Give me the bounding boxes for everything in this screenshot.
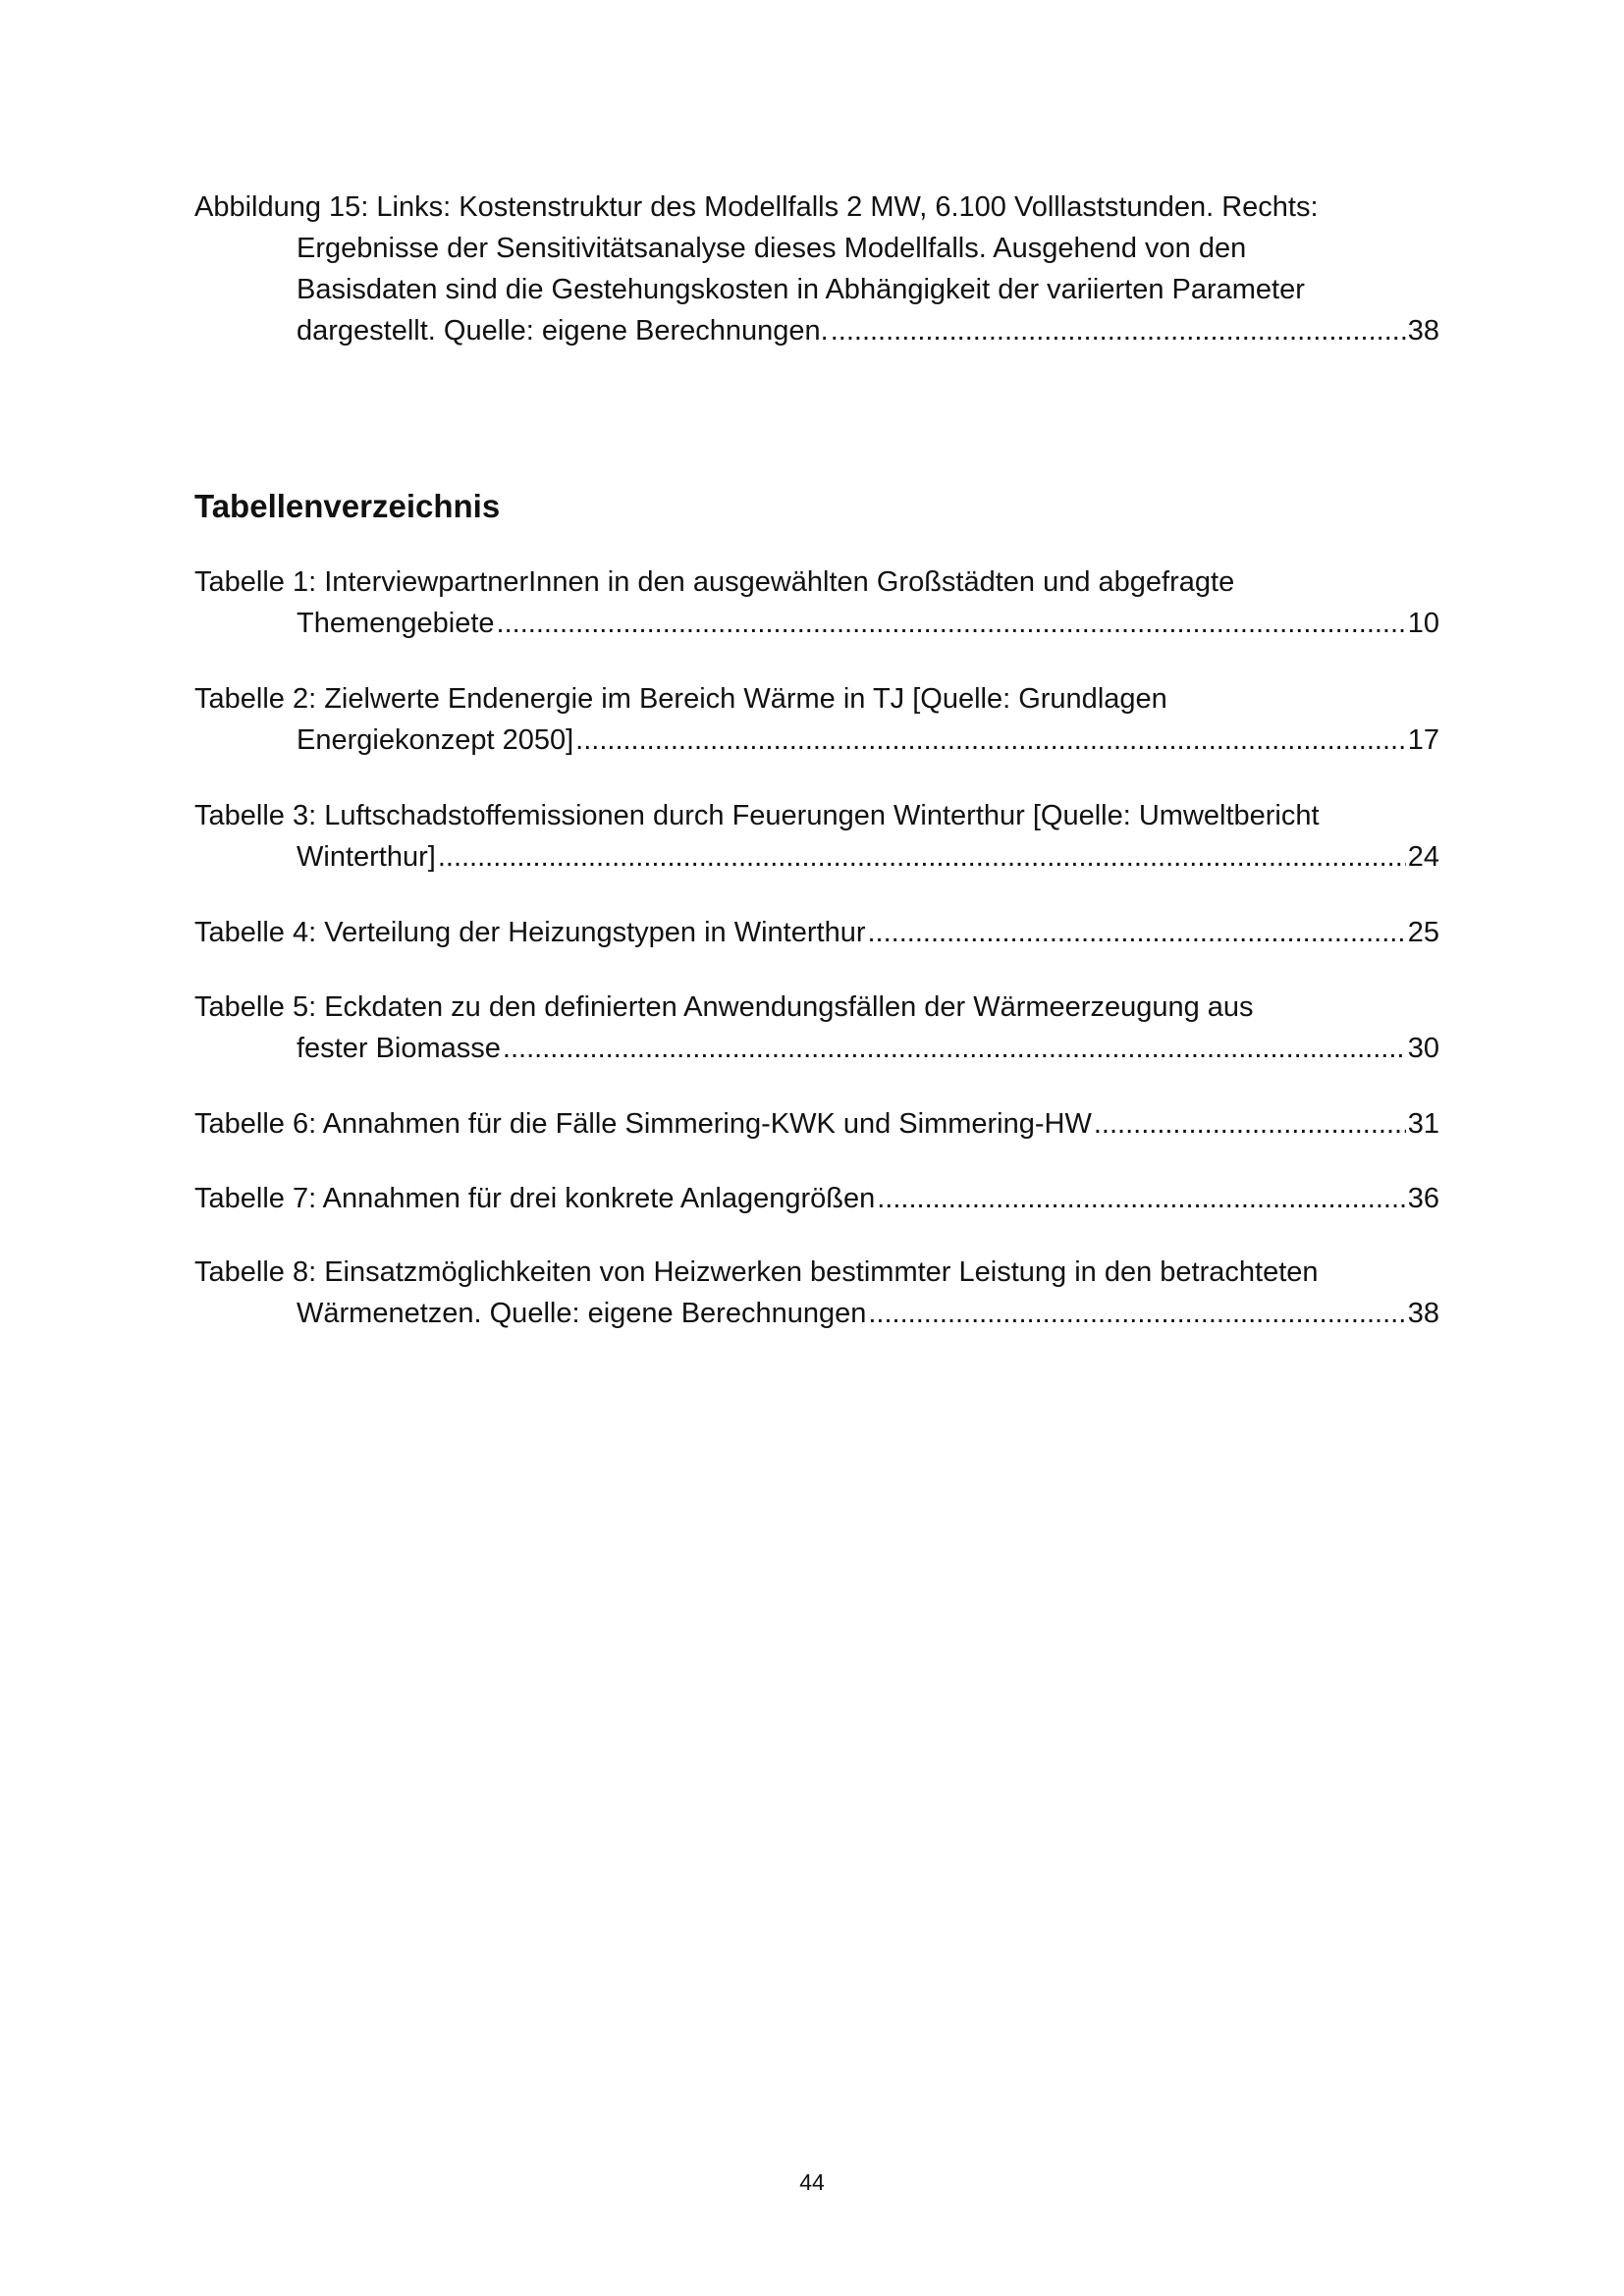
entry-text: Wärmenetzen. Quelle: eigene Berechnungen bbox=[297, 1298, 867, 1329]
table-entry-6[interactable] bbox=[194, 1103, 1439, 1145]
figure-entry-15[interactable] bbox=[194, 187, 1439, 351]
entry-text: fester Biomasse bbox=[297, 1033, 501, 1064]
entry-line: Ergebnisse der Sensitivitätsanalyse dieses Modellfalls. Ausgehend von den bbox=[297, 233, 1247, 264]
table-entry-7[interactable] bbox=[194, 1178, 1439, 1219]
page-ref: 24 bbox=[1407, 841, 1439, 873]
entry-text: Tabelle 6: Annahmen für die Fälle Simmering-KWK und Simmering-HW bbox=[194, 1108, 1092, 1140]
page-ref: 31 bbox=[1407, 1108, 1439, 1140]
table-entry-1[interactable] bbox=[194, 561, 1439, 644]
entry-line: Basisdaten sind die Gestehungskosten in Abhängigkeit der variierten Parameter bbox=[297, 274, 1305, 305]
entry-text: Winterthur] bbox=[297, 841, 436, 873]
dot-leader bbox=[438, 836, 1406, 878]
page-ref: 38 bbox=[1407, 1298, 1439, 1329]
entry-text: Tabelle 7: Annahmen für drei konkrete Anlagengrößen bbox=[194, 1183, 876, 1214]
dot-leader bbox=[877, 1178, 1405, 1219]
page-ref: 36 bbox=[1407, 1183, 1439, 1214]
page-ref: 17 bbox=[1407, 724, 1439, 756]
entry-line: Tabelle 3: Luftschadstoffemissionen durch Feuerungen Winterthur [Quelle: Umweltbericht bbox=[194, 800, 1320, 831]
page-number: 44 bbox=[799, 2169, 825, 2195]
page-ref: 10 bbox=[1407, 608, 1439, 639]
entry-last-line bbox=[194, 603, 1439, 644]
dot-leader bbox=[575, 720, 1406, 761]
entry-text: dargestellt. Quelle: eigene Berechnungen. bbox=[297, 315, 829, 347]
entry-line: Abbildung 15: Links: Kostenstruktur des Modellfalls 2 MW, 6.100 Volllaststunden. Rechts: bbox=[194, 191, 1319, 223]
page-ref: 30 bbox=[1407, 1033, 1439, 1064]
entry-last-line bbox=[194, 1178, 1439, 1219]
page-ref: 38 bbox=[1407, 315, 1439, 347]
entry-last-line bbox=[194, 912, 1439, 953]
table-entry-4[interactable] bbox=[194, 912, 1439, 953]
dot-leader bbox=[503, 1028, 1406, 1069]
entry-line: Tabelle 1: InterviewpartnerInnen in den ausgewählten Großstädten und abgefragte bbox=[194, 566, 1235, 598]
entry-text: Themengebiete bbox=[297, 608, 495, 639]
dot-leader bbox=[497, 603, 1406, 644]
entry-last-line bbox=[194, 720, 1439, 761]
entry-last-line bbox=[194, 836, 1439, 878]
section-heading: Tabellenverzeichnis bbox=[194, 488, 501, 524]
entry-last-line bbox=[194, 1103, 1439, 1145]
entry-text: Tabelle 4: Verteilung der Heizungstypen in Winterthur bbox=[194, 917, 866, 948]
table-entry-3[interactable] bbox=[194, 795, 1439, 878]
entry-line: Tabelle 8: Einsatzmöglichkeiten von Heizwerken bestimmter Leistung in den betrachteten bbox=[194, 1256, 1319, 1288]
entry-last-line bbox=[194, 1293, 1439, 1334]
dot-leader bbox=[831, 310, 1406, 351]
table-entry-5[interactable] bbox=[194, 987, 1439, 1069]
entry-text: Energiekonzept 2050] bbox=[297, 724, 574, 756]
page-ref: 25 bbox=[1407, 917, 1439, 948]
dot-leader bbox=[868, 1293, 1405, 1334]
entry-last-line bbox=[194, 310, 1439, 351]
dot-leader bbox=[868, 912, 1406, 953]
table-entry-8[interactable] bbox=[194, 1252, 1439, 1334]
entry-line: Tabelle 2: Zielwerte Endenergie im Bereich Wärme in TJ [Quelle: Grundlagen bbox=[194, 683, 1167, 715]
table-entry-2[interactable] bbox=[194, 678, 1439, 761]
dot-leader bbox=[1094, 1103, 1406, 1145]
entry-line: Tabelle 5: Eckdaten zu den definierten Anwendungsfällen der Wärmeerzeugung aus bbox=[194, 991, 1254, 1023]
entry-last-line bbox=[194, 1028, 1439, 1069]
